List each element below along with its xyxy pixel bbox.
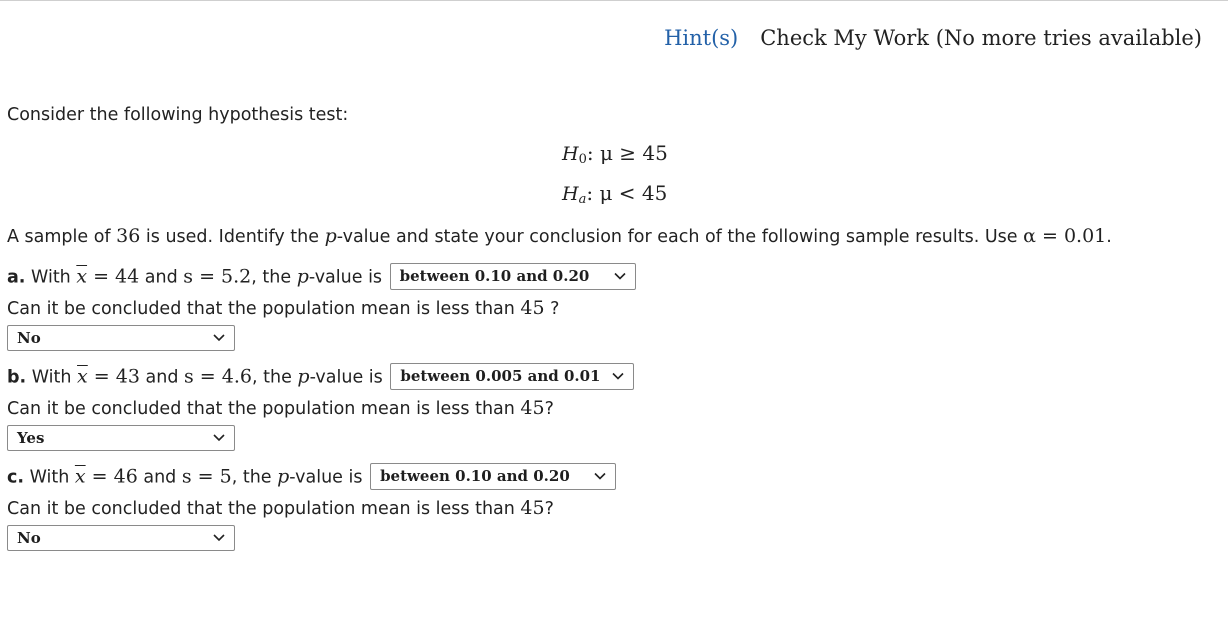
- part-c-prompt: c. With $\overline{x} = 46$ and s = 5, the p-value is between 0.10 and 0.20: [7, 464, 616, 491]
- chevron-down-icon: [611, 364, 625, 389]
- chevron-down-icon: [613, 264, 627, 289]
- part-c-question: Can it be concluded that the population mean is less than 45?: [7, 497, 554, 519]
- part-a-conclusion-select[interactable]: No: [7, 325, 235, 351]
- hints-link[interactable]: Hint(s): [664, 26, 739, 50]
- intro-text: Consider the following hypothesis test:: [7, 105, 349, 125]
- part-c-conclusion-select[interactable]: No: [7, 525, 235, 551]
- top-divider: [0, 0, 1228, 1]
- toolbar: [664, 24, 1202, 52]
- instruction-text: A sample of 36 is used. Identify the p-value and state your conclusion for each of the following sample results. Use α = 0.01.: [7, 225, 1112, 247]
- check-my-work-button[interactable]: Check My Work (No more tries available): [760, 26, 1202, 50]
- chevron-down-icon: [212, 526, 226, 550]
- part-a-prompt: a. With $\overline{x} = 44$ and s = 5.2, the p-value is between 0.10 and 0.20: [7, 264, 636, 291]
- null-hypothesis: $H_0$: μ ≥ 45: [562, 141, 668, 167]
- part-a-question: Can it be concluded that the population mean is less than 45 ?: [7, 297, 560, 319]
- chevron-down-icon: [212, 326, 226, 350]
- part-b-question: Can it be concluded that the population mean is less than 45?: [7, 397, 554, 419]
- alternative-hypothesis: $H_a$: μ < 45: [562, 181, 668, 207]
- part-c-pvalue-select[interactable]: between 0.10 and 0.20: [370, 463, 616, 490]
- part-a-pvalue-select[interactable]: between 0.10 and 0.20: [390, 263, 636, 290]
- chevron-down-icon: [593, 464, 607, 489]
- chevron-down-icon: [212, 426, 226, 450]
- part-b-conclusion-select[interactable]: Yes: [7, 425, 235, 451]
- part-b-prompt: b. With $\overline{x} = 43$ and s = 4.6, the p-value is between 0.005 and 0.01: [7, 364, 634, 391]
- part-b-pvalue-select[interactable]: between 0.005 and 0.01: [390, 363, 634, 390]
